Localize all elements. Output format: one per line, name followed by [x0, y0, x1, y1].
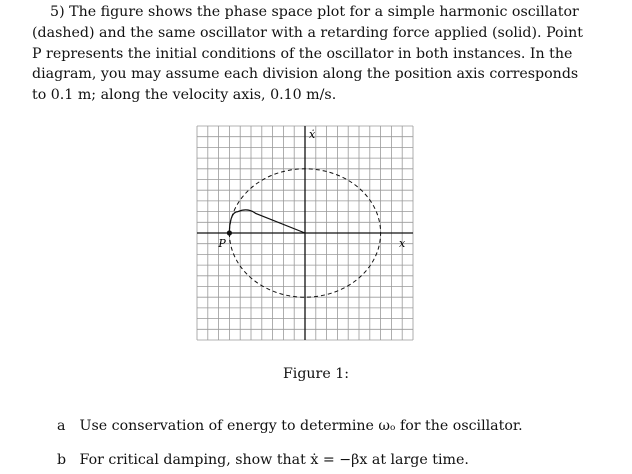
question-text: For critical damping, show that ẋ = −βx at large time.: [79, 452, 469, 468]
y-axis-label: ẋ: [309, 128, 316, 141]
problem-text-line: (dashed) and the same oscillator with a retarding force applied (solid). Point: [32, 24, 583, 41]
point-p: [227, 230, 232, 235]
phase-space-figure: [185, 118, 425, 348]
problem-text-line: diagram, you may assume each division along the position axis corresponds: [32, 66, 579, 83]
figure-caption: Figure 1:: [282, 366, 350, 382]
question-b: [57, 452, 469, 468]
problem-line-1: [32, 2, 597, 23]
phase-space-plot: [185, 118, 425, 348]
question-text: Use conservation of energy to determine ωₒ for the oscillator.: [79, 418, 523, 434]
x-axis-label: x: [399, 237, 406, 250]
point-p-label: P: [218, 237, 226, 250]
problem-number: 5): [50, 4, 65, 20]
problem-text-line: The figure shows the phase space plot for a simple harmonic oscillator: [69, 4, 579, 20]
problem-text-line: to 0.1 m; along the velocity axis, 0.10 m/s.: [32, 87, 337, 104]
question-label: a: [57, 418, 66, 434]
problem-statement: [32, 2, 597, 106]
question-a: [57, 418, 523, 434]
damped-trajectory: [229, 210, 305, 233]
problem-text-line: P represents the initial conditions of the oscillator in both instances. In the: [32, 45, 573, 62]
question-label: b: [57, 452, 67, 468]
